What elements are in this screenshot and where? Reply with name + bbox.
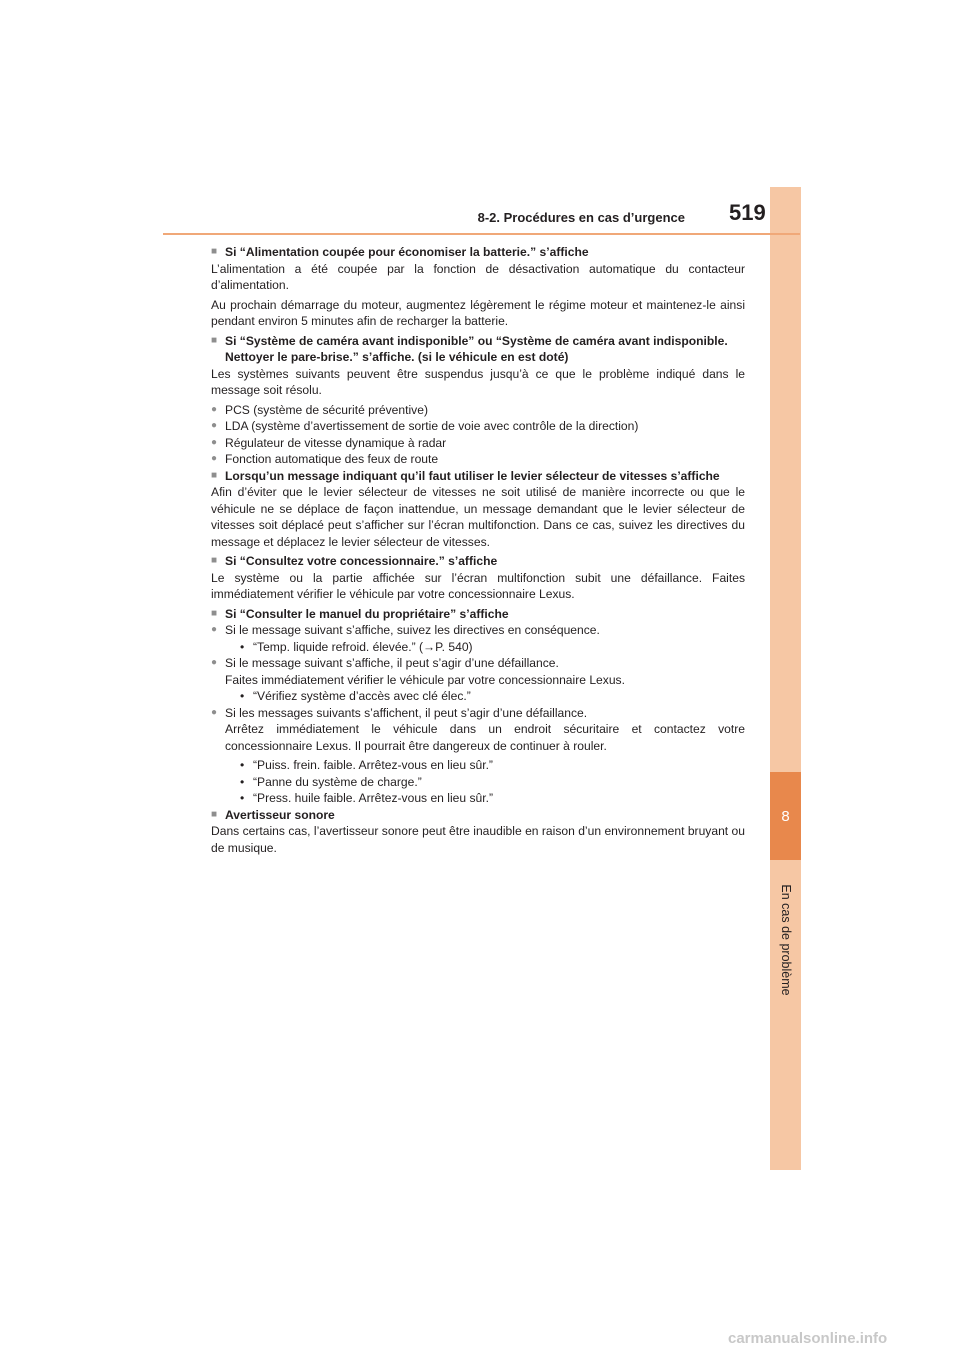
body-text: L’alimentation a été coupée par la fonction de désactivation automatique du contacteur d’alimentation.: [211, 261, 745, 292]
list-item: ● PCS (système de sécurité préventive): [211, 402, 745, 419]
watermark: carmanualsonline.info: [728, 1330, 888, 1347]
body-text: Les systèmes suivants peuvent être suspendus jusqu’à ce que le problème indiqué dans le message soit résolu.: [211, 366, 745, 397]
list-item: ● Si les messages suivants s’affichent, il peut s’agir d’une défaillance.: [211, 705, 745, 722]
heading-owners-manual: ■ Si “Consulter le manuel du propriétaire” s’affiche: [211, 606, 745, 623]
body-text: Afin d’éviter que le levier sélecteur de vitesses ne soit utilisé de manière incorrecte ou que le véhicule ne se déplace de façon inattendue, un message demandant que le levier sélecteur de vitesses soit déplacé peut s’afficher sur l’écran multifonction. Dans ce cas, suivez les directives du message et déplacez le levier sélecteur de vitesses.: [211, 485, 745, 549]
list-item: ● Si le message suivant s’affiche, il peut s’agir d’une défaillance.: [211, 655, 745, 672]
heading-shift-lever: ■ Lorsqu’un message indiquant qu’il faut utiliser le levier sélecteur de vitesses s’affiche: [211, 468, 745, 485]
section-title: 8-2. Procédures en cas d’urgence: [477, 210, 685, 225]
heading-front-camera: ■ Si “Système de caméra avant indisponible” ou “Système de caméra avant indisponible. Nettoyer le pare-brise.” s’affiche. (si le véhicule en est doté): [211, 333, 745, 366]
message-item: • “Temp. liquide refroid. élevée.” (→P. 540): [211, 639, 745, 656]
chapter-side-tab: [770, 187, 801, 1170]
chapter-number-tab: [770, 772, 801, 860]
body-text: Au prochain démarrage du moteur, augmentez légèrement le régime moteur et maintenez-le ainsi pendant environ 5 minutes afin de recharger la batterie.: [211, 297, 745, 328]
message-item: • “Vérifiez système d’accès avec clé élec.”: [211, 688, 745, 705]
chapter-number: 8: [781, 807, 790, 825]
message-item: • “Press. huile faible. Arrêtez-vous en lieu sûr.”: [211, 790, 745, 807]
list-item: ● Fonction automatique des feux de route: [211, 451, 745, 468]
list-item: ● Régulateur de vitesse dynamique à radar: [211, 435, 745, 452]
body-text: Le système ou la partie affichée sur l’écran multifonction subit une défaillance. Faites immédiatement vérifier le véhicule par votre concessionnaire Lexus.: [211, 570, 745, 601]
list-item: ● Si le message suivant s’affiche, suivez les directives en conséquence.: [211, 622, 745, 639]
body-text: Arrêtez immédiatement le véhicule dans un endroit sécuritaire et contactez votre concessionnaire Lexus. Il pourrait être dangereux de continuer à rouler.: [225, 722, 745, 753]
chapter-label: En cas de problème: [779, 884, 793, 996]
message-item: • “Puiss. frein. faible. Arrêtez-vous en lieu sûr.”: [211, 757, 745, 774]
heading-consult-dealer: ■ Si “Consultez votre concessionnaire.” s’affiche: [211, 553, 745, 570]
page-content: [211, 244, 745, 859]
heading-power-off: ■ Si “Alimentation coupée pour économiser la batterie.” s’affiche: [211, 244, 745, 261]
message-item: • “Panne du système de charge.”: [211, 774, 745, 791]
heading-buzzer: ■ Avertisseur sonore: [211, 807, 745, 824]
body-text: Faites immédiatement vérifier le véhicule par votre concessionnaire Lexus.: [225, 672, 625, 687]
body-text: Dans certains cas, l’avertisseur sonore peut être inaudible en raison d’un environnement bruyant ou de musique.: [211, 824, 745, 855]
header-rule: [163, 233, 800, 235]
page-number: 519: [729, 200, 766, 225]
list-item: ● LDA (système d’avertissement de sortie de voie avec contrôle de la direction): [211, 418, 745, 435]
